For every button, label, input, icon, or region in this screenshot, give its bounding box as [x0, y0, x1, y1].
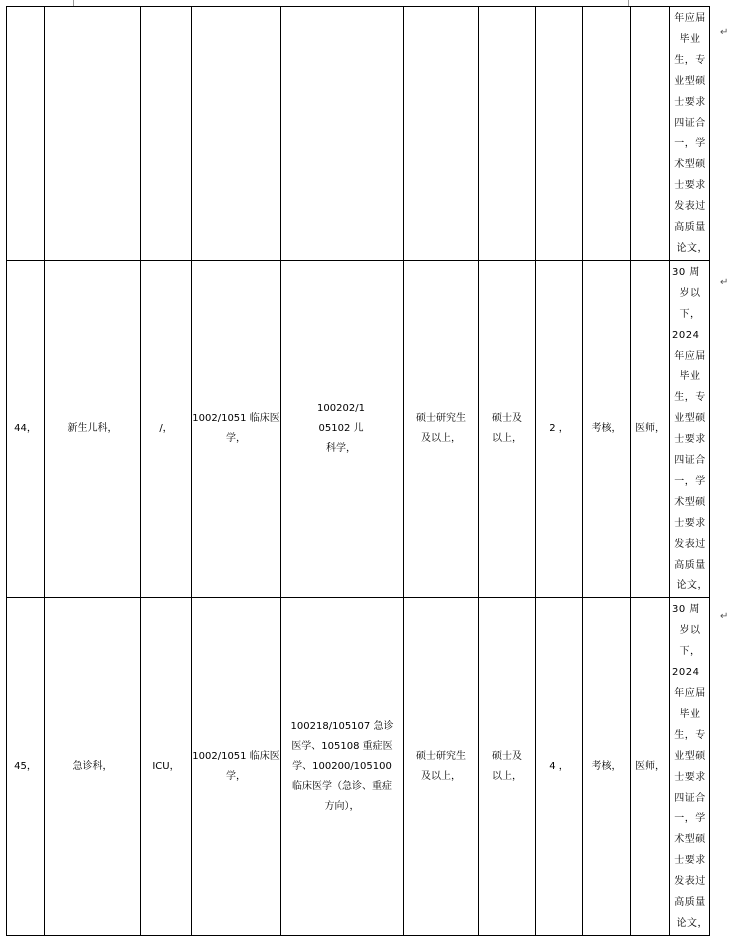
cell-degree: 硕士及以上， [479, 260, 536, 598]
remark-line: 毕业 [679, 371, 701, 383]
table-row [7, 7, 710, 261]
remark-line: 2024 [672, 667, 700, 679]
remark-line: 毕业 [679, 708, 701, 720]
cell-number [7, 7, 45, 261]
cell-degree [479, 7, 536, 261]
remark-line: 术型硕 [674, 496, 706, 508]
cell-count: 2 ， [536, 260, 583, 598]
remark-line: 士要求 [674, 855, 706, 867]
cell-major-class: 1002/1051 临床医学， [192, 260, 281, 598]
table-row [7, 260, 710, 598]
cell-post: 医师， [631, 598, 670, 936]
cell-count: 4 ， [536, 598, 583, 936]
remark-line: 年应届 [674, 13, 706, 24]
remark-line: 士要求 [674, 517, 706, 529]
remark-line: 一，学 [674, 138, 706, 150]
remark-line: 下， [679, 308, 701, 320]
remark-line: 30 周 [672, 266, 700, 278]
remark-line: 下， [679, 646, 701, 658]
paragraph-mark: ↵ [720, 611, 729, 622]
remark-line: 发表过 [674, 538, 706, 550]
cell-major: 100202/105102 儿科学， [281, 260, 404, 598]
remark-line: 四证合 [674, 792, 706, 804]
remark-line: 发表过 [674, 201, 706, 213]
cell-education [404, 7, 479, 261]
remark-line: 2024 [672, 329, 700, 341]
cell-direction: /， [141, 260, 192, 598]
cell-major-class: 1002/1051 临床医学， [192, 598, 281, 936]
remark-line: 生，专 [674, 54, 706, 66]
cell-department: 急诊科， [45, 598, 141, 936]
remark-line: 发表过 [674, 876, 706, 888]
remark-line: 术型硕 [674, 834, 706, 846]
remark-line: 士要求 [674, 434, 706, 446]
remark-line: 高质量 [674, 559, 706, 571]
remark-line: 年应届 [674, 350, 706, 362]
cell-major [281, 7, 404, 261]
paragraph-mark: ↵ [720, 277, 729, 288]
cell-number: 45， [7, 598, 45, 936]
remark-line: 高质量 [674, 897, 706, 909]
cell-major-class [192, 7, 281, 261]
remark-line: 术型硕 [674, 159, 706, 171]
remark-line: 毕业 [679, 33, 701, 45]
cell-post: 医师， [631, 260, 670, 598]
cell-number: 44， [7, 260, 45, 598]
cell-method: 考核， [583, 598, 631, 936]
cell-remarks [670, 598, 710, 936]
cell-department [45, 7, 141, 261]
remark-line: 业型硕 [674, 413, 706, 425]
table-row [7, 598, 710, 936]
cell-department: 新生儿科， [45, 260, 141, 598]
table-body [7, 7, 710, 936]
paragraph-mark: ↵ [720, 27, 729, 38]
remark-line: 四证合 [674, 117, 706, 129]
cell-method [583, 7, 631, 261]
cell-remarks [670, 7, 710, 261]
recruitment-table [6, 6, 710, 936]
cell-education: 硕士研究生及以上， [404, 598, 479, 936]
remark-line: 论文， [676, 242, 708, 254]
remark-line: 岁以 [679, 625, 701, 637]
remark-line: 四证合 [674, 455, 706, 467]
remark-line: 论文， [676, 917, 708, 929]
remark-line: 高质量 [674, 222, 706, 234]
cell-degree: 硕士及以上， [479, 598, 536, 936]
remark-line: 士要求 [674, 96, 706, 108]
remark-line: 士要求 [674, 771, 706, 783]
remark-line: 生，专 [674, 392, 706, 404]
remark-line: 生，专 [674, 729, 706, 741]
remark-line: 30 周 [672, 604, 700, 616]
remark-line: 业型硕 [674, 750, 706, 762]
remark-line: 年应届 [674, 688, 706, 699]
cell-education: 硕士研究生及以上， [404, 260, 479, 598]
cell-remarks [670, 260, 710, 598]
cell-major: 100218/105107 急诊医学、105108 重症医学、100200/105100 临床医学（急诊、重症方向）， [281, 598, 404, 936]
remark-line: 论文， [676, 580, 708, 592]
remark-line: 士要求 [674, 180, 706, 192]
remark-line: 业型硕 [674, 75, 706, 87]
cell-direction [141, 7, 192, 261]
cell-count [536, 7, 583, 261]
cell-direction: ICU， [141, 598, 192, 936]
remark-line: 一，学 [674, 475, 706, 487]
remark-line: 岁以 [679, 287, 701, 299]
cell-method: 考核， [583, 260, 631, 598]
cell-post [631, 7, 670, 261]
remark-line: 一，学 [674, 813, 706, 825]
